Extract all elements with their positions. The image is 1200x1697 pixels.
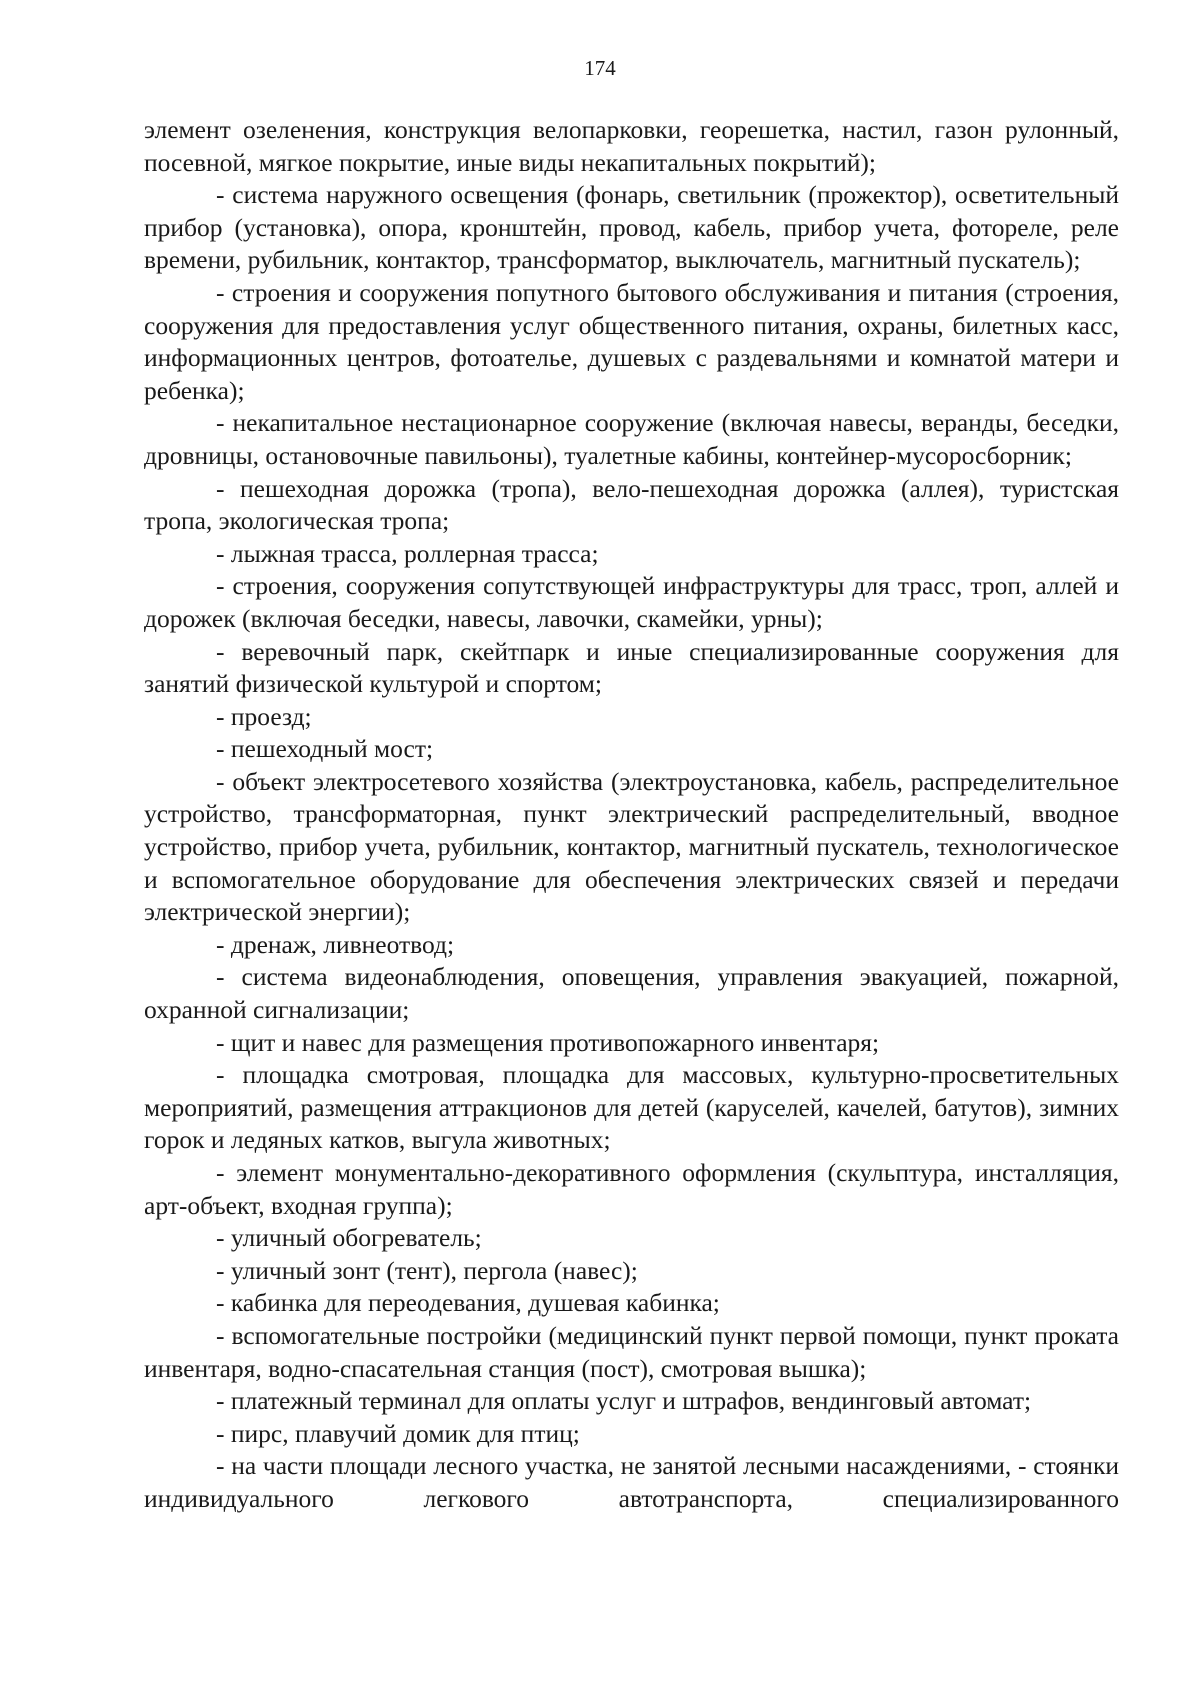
list-item-auxiliary-buildings: - вспомогательные постройки (медицинский пункт первой помощи, пункт проката инвентаря, водно-спасательная станция (пост), смотровая вышка); (144, 1320, 1119, 1383)
list-item-parking: - на части площади лесного участка, не занятой лесными насаждениями, - стоянки индивидуального легкового автотранспорта, специализированного (144, 1451, 1119, 1513)
list-item-driveway: - проезд; (216, 701, 312, 731)
list-item-payment-terminal: - платежный терминал для оплаты услуг и штрафов, вендинговый автомат; (216, 1386, 1032, 1416)
list-item-changing-cabin: - кабинка для переодевания, душевая кабинка; (216, 1288, 720, 1318)
list-item-footbridge: - пешеходный мост; (216, 734, 434, 764)
paragraph-continuation: элемент озеленения, конструкция велопарковки, георешетка, настил, газон рулонный, посевной, мягкое покрытие, иные виды некапитальных покрытий); (144, 115, 1119, 177)
list-item-service-buildings: - строения и сооружения попутного бытового обслуживания и питания (строения, сооружения для предоставления услуг общественного питания, охраны, билетных касс, информационных центров, фотоателье, душевых с раздевальнями и комнатой матери и ребенка); (144, 277, 1119, 405)
document-body (144, 114, 1119, 1516)
list-item-street-heater: - уличный обогреватель; (216, 1223, 482, 1253)
list-item-drainage: - дренаж, ливнеотвод; (216, 929, 455, 959)
list-item-power-grid: - объект электросетевого хозяйства (электроустановка, кабель, распределительное устройство, трансформаторная, пункт электрический распределительный, вводное устройство, прибор учета, рубильник, контактор, магнитный пускатель, технологическое и вспомогательное оборудование для обеспечения электрических связей и передачи электрической энергии); (144, 766, 1119, 927)
list-item-video-surveillance: - система видеонаблюдения, оповещения, управления эвакуацией, пожарной, охранной сигнализации; (144, 962, 1119, 1025)
list-item-nonpermanent-structure: - некапитальное нестационарное сооружение (включая навесы, веранды, беседки, дровницы, остановочные павильоны), туалетные кабины, контейнер-мусоросборник; (144, 408, 1119, 470)
list-item-trail-infrastructure: - строения, сооружения сопутствующей инфраструктуры для трасс, троп, аллей и дорожек (включая беседки, навесы, лавочки, скамейки, урны); (144, 571, 1119, 633)
list-item-viewing-platform: - площадка смотровая, площадка для массовых, культурно-просветительных мероприятий, размещения аттракционов для детей (каруселей, качелей, батутов), зимних горок и ледяных катков, выгула животных; (144, 1060, 1119, 1155)
list-item-street-umbrella: - уличный зонт (тент), пергола (навес); (216, 1255, 638, 1285)
list-item-fire-shield: - щит и навес для размещения противопожарного инвентаря; (216, 1027, 880, 1057)
list-item-monumental-decor: - элемент монументально-декоративного оформления (скульптура, инсталляция, арт-объект, входная группа); (144, 1158, 1119, 1220)
page-number: 174 (584, 56, 616, 80)
list-item-pier: - пирс, плавучий домик для птиц; (216, 1418, 580, 1448)
list-item-ski-track: - лыжная трасса, роллерная трасса; (216, 538, 599, 568)
list-item-pedestrian-path: - пешеходная дорожка (тропа), вело-пешеходная дорожка (аллея), туристская тропа, экологическая тропа; (144, 473, 1119, 536)
list-item-rope-park: - веревочный парк, скейтпарк и иные специализированные сооружения для занятий физической культурой и спортом; (144, 636, 1119, 699)
list-item-lighting-system: - система наружного освещения (фонарь, светильник (прожектор), осветительный прибор (установка), опора, кронштейн, провод, кабель, прибор учета, фотореле, реле времени, рубильник, контактор, трансформатор, выключатель, магнитный пускатель); (144, 180, 1119, 275)
